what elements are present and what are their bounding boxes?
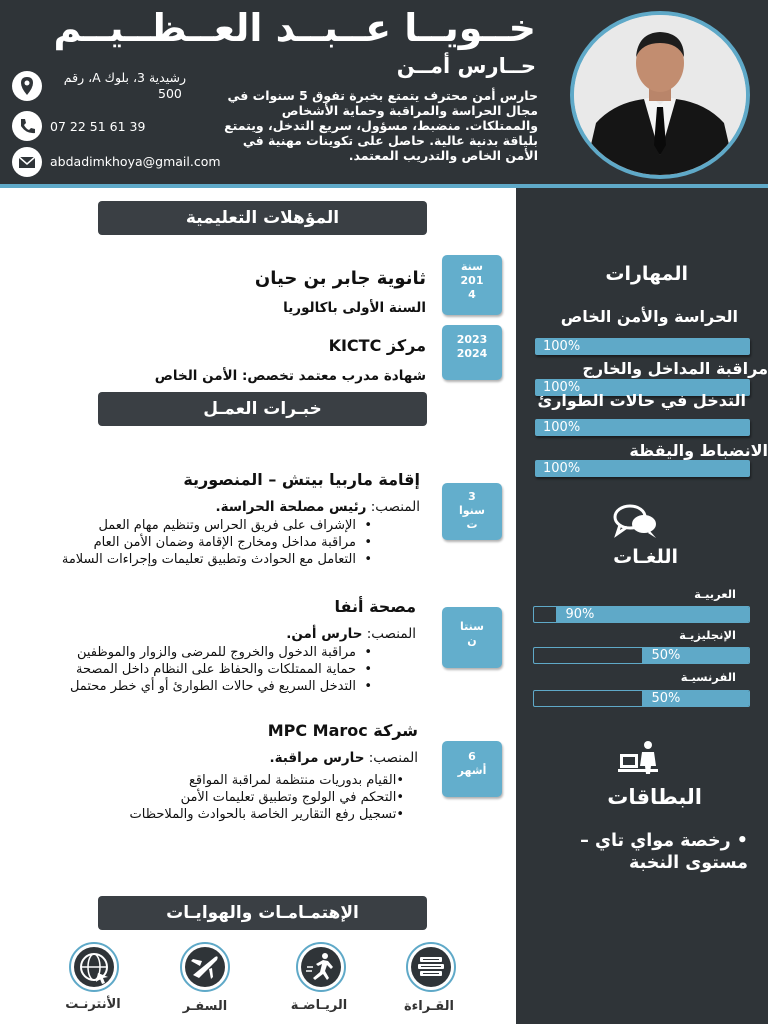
profile-photo xyxy=(570,11,750,179)
role-prefix: المنصب: xyxy=(370,499,420,515)
education-title: مركز KICTC xyxy=(328,336,426,355)
badge-line: 2023 xyxy=(456,333,488,346)
skills-heading: المهارات xyxy=(605,263,688,285)
badge-line: ت xyxy=(466,518,478,531)
section-heading-experience xyxy=(98,392,427,426)
list-item: •تسجيل رفع التقارير الخاصة بالحوادث والملاحظات xyxy=(129,807,404,822)
skill-label: الحراسة والأمن الخاص xyxy=(560,307,738,326)
skill-bar xyxy=(535,338,750,355)
section-title: المؤهلات التعليمية xyxy=(185,208,340,228)
person-name: خــويــا عــبــد العــظــيــم xyxy=(53,6,536,50)
skill-bar xyxy=(535,460,750,477)
section-heading-education xyxy=(98,201,427,235)
list-item: • التدخل السريع في حالات الطوارئ أو أي خطر محتمل xyxy=(70,678,374,695)
card-item xyxy=(528,830,748,874)
badge-line: سنة xyxy=(461,260,483,273)
experience-title: شركة MPC Maroc xyxy=(267,721,418,740)
hobby-label: الريـاضـة xyxy=(290,998,348,1013)
languages-heading: اللغـات xyxy=(613,546,678,568)
experience-title: مصحة أنفا xyxy=(334,597,416,616)
language-bar xyxy=(533,606,750,623)
skill-percent: 100% xyxy=(543,420,581,435)
address-line-1: رشيدية 3، بلوك A، رقم xyxy=(63,70,186,85)
skill-label: الانضباط واليقظة xyxy=(629,441,768,460)
skill-label: التدخل في حالات الطوارئ xyxy=(537,391,746,410)
skill-percent: 100% xyxy=(543,380,581,395)
hobby-label: السفـر xyxy=(182,999,228,1014)
list-item: • التعامل مع الحوادث وتطبيق تعليمات وإجراءات السلامة xyxy=(62,551,374,568)
books-icon xyxy=(406,942,456,992)
list-item: • مراقبة مداخل ومخارج الإقامة وضمان الأمن العام xyxy=(62,534,374,551)
experience-role xyxy=(269,750,418,766)
duration-badge xyxy=(442,741,502,797)
globe-icon xyxy=(69,942,119,992)
education-title: ثانوية جابر بن حيان xyxy=(254,268,426,289)
education-subtitle: شهادة مدرب معتمد تخصص: الأمن الخاص xyxy=(154,368,426,384)
address-line-2: 500 xyxy=(158,86,182,101)
language-percent: 90% xyxy=(565,607,595,622)
role-name: حارس مراقبة. xyxy=(269,750,365,766)
language-bar xyxy=(533,647,750,664)
badge-line: 4 xyxy=(468,288,476,301)
id-card-icon xyxy=(618,740,662,780)
experience-role xyxy=(286,626,416,642)
badge-line: 6 xyxy=(468,750,476,763)
job-title: حــارس أمــن xyxy=(396,54,536,78)
profile-summary: حارس أمن محترف يتمتع بخبرة تفوق 5 سنوات في مجال الحراسة والمراقبة وحماية الأشخاص والممتلكات. منضبط، مسؤول، سريع التدخل، ويتمتع بلياقة بدنية عالية. حاصل على تكوينات مهنية في الأمن الخاص والتدريب المعتمد. xyxy=(224,88,538,163)
language-label: الإنجليزيـة xyxy=(679,628,736,642)
experience-role xyxy=(215,499,420,515)
language-percent: 50% xyxy=(651,648,681,663)
duration-badge xyxy=(442,483,502,540)
airplane-icon xyxy=(180,942,230,992)
experience-bullets xyxy=(130,772,404,823)
date-badge xyxy=(442,255,502,315)
list-item: • مراقبة الدخول والخروج للمرضى والزوار والموظفين xyxy=(70,644,374,661)
role-prefix: المنصب: xyxy=(366,626,416,642)
language-label: الفرنسيـة xyxy=(680,670,736,684)
badge-line: 3 xyxy=(468,490,476,503)
list-item: •التحكم في الولوج وتطبيق تعليمات الأمن xyxy=(180,790,404,805)
skill-label: مراقبة المداخل والخارج xyxy=(582,359,768,378)
date-badge xyxy=(442,325,502,380)
role-name: رئيس مصلحة الحراسة. xyxy=(215,499,367,515)
duration-badge xyxy=(442,607,502,668)
badge-line: أشهر xyxy=(457,764,487,777)
badge-line: سنوا xyxy=(459,504,485,517)
section-title: الإهتمـامـات والهوايـات xyxy=(166,903,359,923)
list-item: • حماية الممتلكات والحفاظ على النظام داخل المصحة xyxy=(70,661,374,678)
location-icon xyxy=(12,71,42,101)
list-item: • الإشراف على فريق الحراس وتنظيم مهام العمل xyxy=(62,517,374,534)
section-title: خبـرات العمـل xyxy=(203,399,322,419)
hobby-label: الأنترنـت xyxy=(65,997,121,1012)
badge-line: سنتا xyxy=(460,620,484,633)
section-heading-hobbies xyxy=(98,896,427,930)
role-prefix: المنصب: xyxy=(368,750,418,766)
skill-percent: 100% xyxy=(543,461,581,476)
experience-bullets xyxy=(62,517,374,568)
speech-bubbles-icon xyxy=(612,501,662,545)
email-address[interactable]: abdadimkhoya@gmail.com xyxy=(50,154,221,169)
language-label: العربيـة xyxy=(694,587,736,601)
badge-line: ن xyxy=(467,634,477,647)
cards-heading: البطاقات xyxy=(607,785,702,809)
education-subtitle: السنة الأولى باكالوريا xyxy=(283,300,426,316)
bullet-glyph: • xyxy=(730,831,748,851)
phone-icon xyxy=(12,111,42,141)
phone-number[interactable]: 07 22 51 61 39 xyxy=(50,119,146,134)
experience-bullets xyxy=(70,644,374,695)
skill-percent: 100% xyxy=(543,339,581,354)
email-icon xyxy=(12,147,42,177)
skill-bar xyxy=(535,419,750,436)
role-name: حارس أمن. xyxy=(286,626,363,642)
language-percent: 50% xyxy=(651,691,681,706)
language-bar xyxy=(533,690,750,707)
runner-icon xyxy=(296,942,346,992)
badge-line: 2024 xyxy=(456,347,488,360)
list-item: •القيام بدوريات منتظمة لمراقبة المواقع xyxy=(189,773,404,788)
experience-title: إقامة ماربيا بيتش – المنصورية xyxy=(183,470,420,489)
badge-line: 201 xyxy=(460,274,484,287)
hobby-label: القـراءة xyxy=(403,999,454,1014)
card-item-text: رخصة مواي تاي – مستوى النخبة xyxy=(580,831,748,873)
